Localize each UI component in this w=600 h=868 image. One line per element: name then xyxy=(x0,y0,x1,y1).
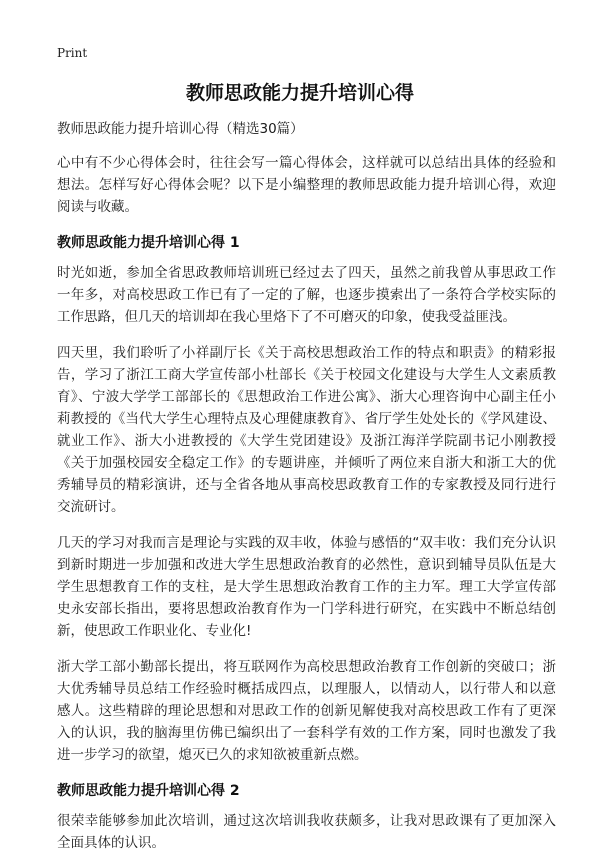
section-heading: 教师思政能力提升培训心得 1 xyxy=(57,235,240,251)
section-paragraph: 四天里，我们聆听了小祥副厅长《关于高校思想政治工作的特点和职责》的精彩报告，学习了浙江工商大学宣传部小杜部长《关于校园文化建设与大学生人文素质教育》、宁波大学学工部部长的《思想政治工作进公寓》、浙大心理咨询中心副主任小莉教授的《当代大学生心理特点及心理健康教育》、省厅学生处处长的《学风建设、就业工作》、浙大小进教授的《大学生党团建设》及浙江海洋学院副书记小刚教授《关于加强校园安全稳定工作》的专题讲座，并倾听了两位来自浙大和浙工大的优秀辅导员的精彩演讲，还与全省各地从事高校思政教育工作的专家教授及同行进行交流研讨。 xyxy=(57,345,556,515)
document-body xyxy=(57,118,556,868)
intro-paragraph: 心中有不少心得体会时，往往会写一篇心得体会，这样就可以总结出具体的经验和想法。怎样写好心得体会呢？以下是小编整理的教师思政能力提升培训心得，欢迎阅读与收藏。 xyxy=(57,155,556,215)
section-paragraph: 时光如逝，参加全省思政教师培训班已经过去了四天，虽然之前我曾从事思政工作一年多，对高校思政工作已有了一定的了解，也逐步摸索出了一条符合学校实际的工作思路，但几天的培训却在我心里烙下了不可磨灭的印象，使我受益匪浅。 xyxy=(57,265,556,325)
document-subtitle: 教师思政能力提升培训心得（精选30篇） xyxy=(57,121,304,137)
section-paragraph: 几天的学习对我而言是理论与实践的双丰收，体验与感悟的“双丰收：我们充分认识到新时期进一步加强和改进大学生思想政治教育的必然性，意识到辅导员队伍是大学生思想教育工作的支柱，是大学生思想政治教育工作的主力军。理工大学宣传部史永安部长指出，要将思想政治教育作为一门学科进行研究，在实践中不断总结创新，使思政工作职业化、专业化! xyxy=(57,535,556,639)
document-title: 教师思政能力提升培训心得 xyxy=(185,82,414,104)
print-link[interactable]: Print xyxy=(57,46,88,60)
section-paragraph: 浙大学工部小勤部长提出，将互联网作为高校思想政治教育工作创新的突破口；浙大优秀辅导员总结工作经验时概括成四点，以理服人，以情动人，以行带人和以意感人。这些精辟的理论思想和对思政工作的创新见解使我对高校思政工作有了更深入的认识，我的脑海里仿佛已编织出了一套科学有效的工作方案，同时也激发了我进一步学习的欲望，熄灭已久的求知欲被重新点燃。 xyxy=(57,659,556,763)
section-paragraph: 很荣幸能够参加此次培训，通过这次培训我收获颇多，让我对思政课有了更加深入全面具体的认识。 xyxy=(57,813,556,851)
section-heading: 教师思政能力提升培训心得 2 xyxy=(57,783,240,799)
